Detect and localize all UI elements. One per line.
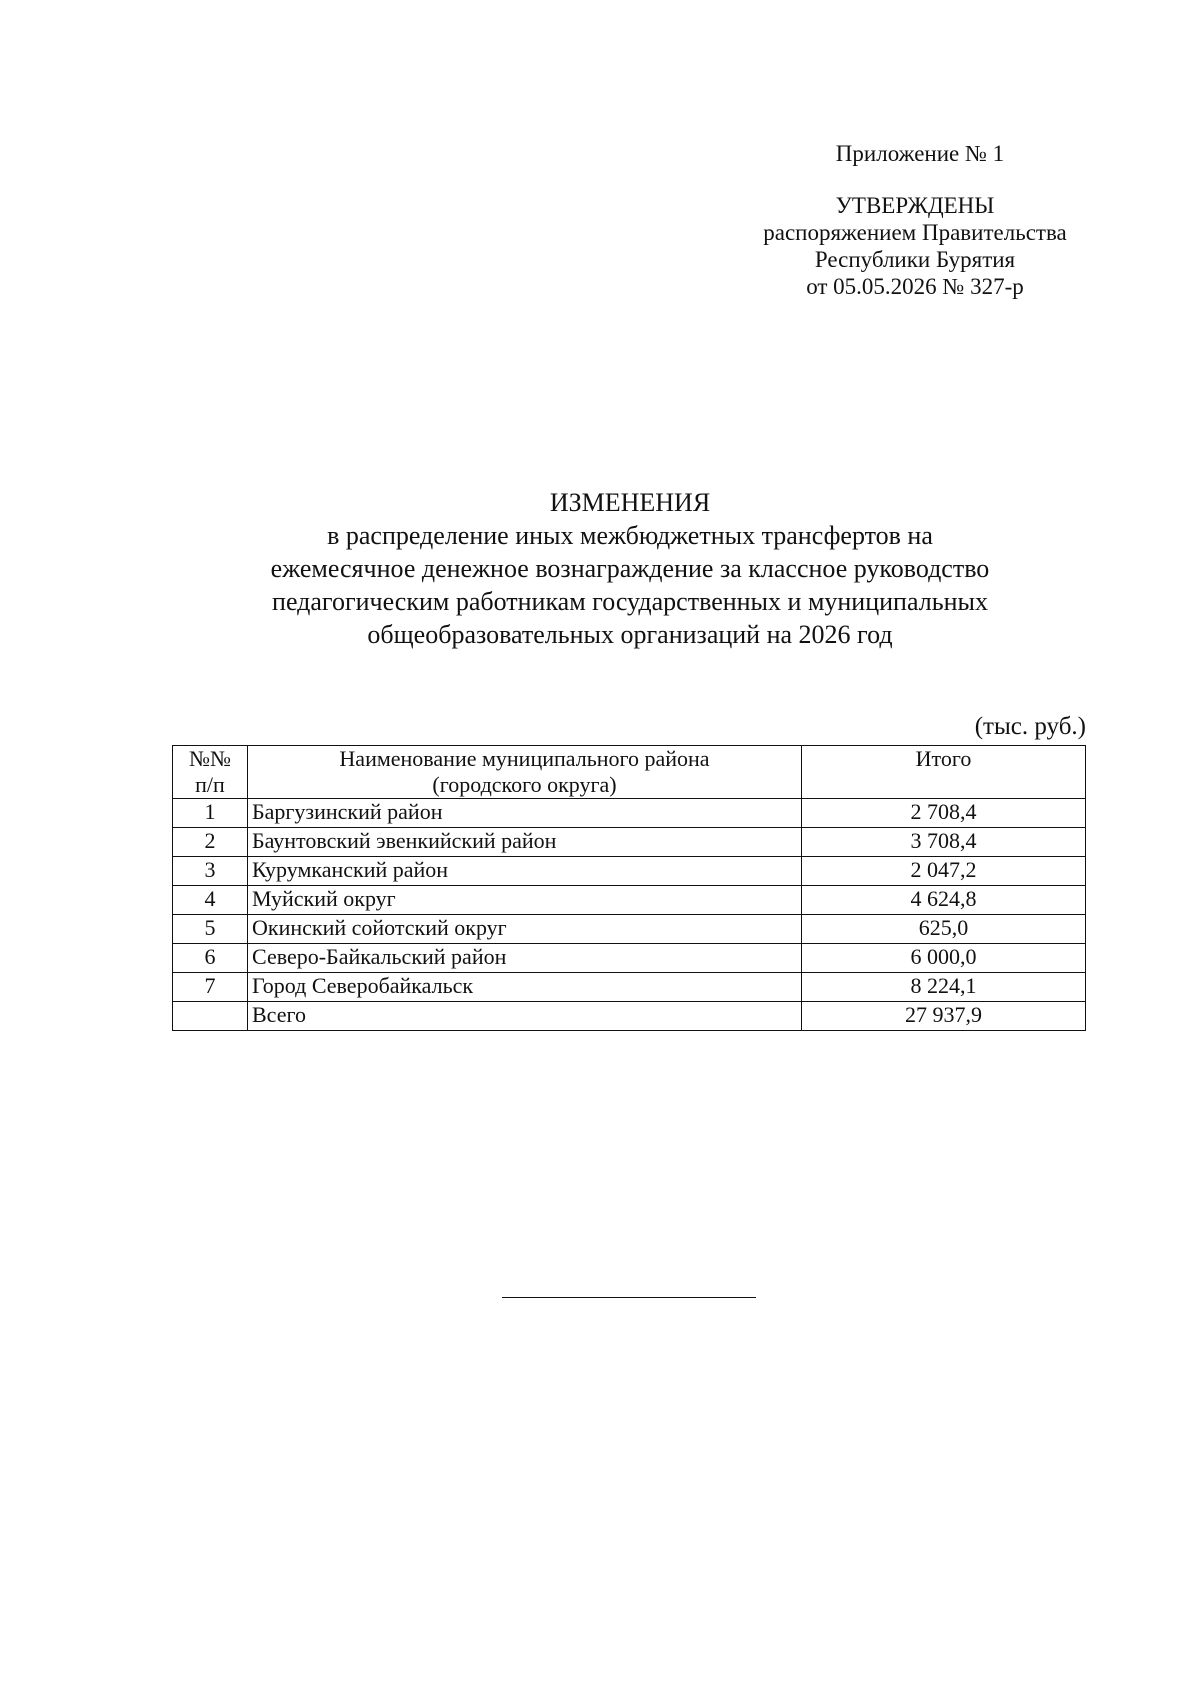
row-total: 2 708,4 (802, 799, 1086, 828)
row-total: 2 047,2 (802, 857, 1086, 886)
table-row (173, 886, 1086, 915)
title-line-2: ежемесячное денежное вознаграждение за классное руководство (270, 554, 990, 583)
row-number: 4 (173, 886, 248, 915)
table-row (173, 828, 1086, 857)
row-number: 5 (173, 915, 248, 944)
allocation-table (172, 745, 1086, 1031)
table-row (173, 799, 1086, 828)
approval-line-2: Республики Бурятия (814, 247, 1016, 272)
units-label: (тыс. руб.) (974, 713, 1086, 740)
row-name: Баунтовский эвенкийский район (248, 828, 802, 857)
title-line-3: педагогическим работникам государственных и муниципальных (272, 587, 988, 616)
row-number: 6 (173, 944, 248, 973)
row-name: Город Северобайкальск (248, 973, 802, 1002)
header-name-line-1: Наименование муниципального района (339, 746, 710, 771)
header-total: Итого (802, 746, 1086, 799)
header-number-line-1: №№ (189, 746, 231, 771)
header-number-line-2: п/п (195, 772, 225, 797)
table-row (173, 857, 1086, 886)
table-row (173, 944, 1086, 973)
row-total: 3 708,4 (802, 828, 1086, 857)
approval-date-number: от 05.05.2026 № 327-р (806, 274, 1024, 299)
document-title (150, 486, 1110, 651)
appendix-label: Приложение № 1 (835, 141, 1005, 166)
summary-number (173, 1002, 248, 1031)
row-name: Курумканский район (248, 857, 802, 886)
header-name-line-2: (городского округа) (432, 772, 617, 797)
row-name: Северо-Байкальский район (248, 944, 802, 973)
table-header-row (173, 746, 1086, 799)
row-name: Баргузинский район (248, 799, 802, 828)
summary-name: Всего (248, 1002, 802, 1031)
approval-line-1: распоряжением Правительства (763, 220, 1067, 245)
row-total: 6 000,0 (802, 944, 1086, 973)
row-total: 625,0 (802, 915, 1086, 944)
row-total: 8 224,1 (802, 973, 1086, 1002)
row-number: 2 (173, 828, 248, 857)
approved-label: УТВЕРЖДЕНЫ (835, 193, 995, 218)
title-line-1: в распределение иных межбюджетных трансфертов на (327, 521, 933, 550)
row-number: 7 (173, 973, 248, 1002)
summary-total: 27 937,9 (802, 1002, 1086, 1031)
table-row (173, 915, 1086, 944)
closing-divider (502, 1297, 756, 1298)
title-line-4: общеобразовательных организаций на 2026 год (367, 620, 893, 649)
row-name: Окинский сойотский округ (248, 915, 802, 944)
row-number: 3 (173, 857, 248, 886)
table-summary-row (173, 1002, 1086, 1031)
table-row (173, 973, 1086, 1002)
header-number (173, 746, 248, 799)
approval-block (740, 140, 1090, 300)
row-total: 4 624,8 (802, 886, 1086, 915)
header-name (248, 746, 802, 799)
row-name: Муйский округ (248, 886, 802, 915)
title-heading: ИЗМЕНЕНИЯ (549, 488, 711, 517)
row-number: 1 (173, 799, 248, 828)
